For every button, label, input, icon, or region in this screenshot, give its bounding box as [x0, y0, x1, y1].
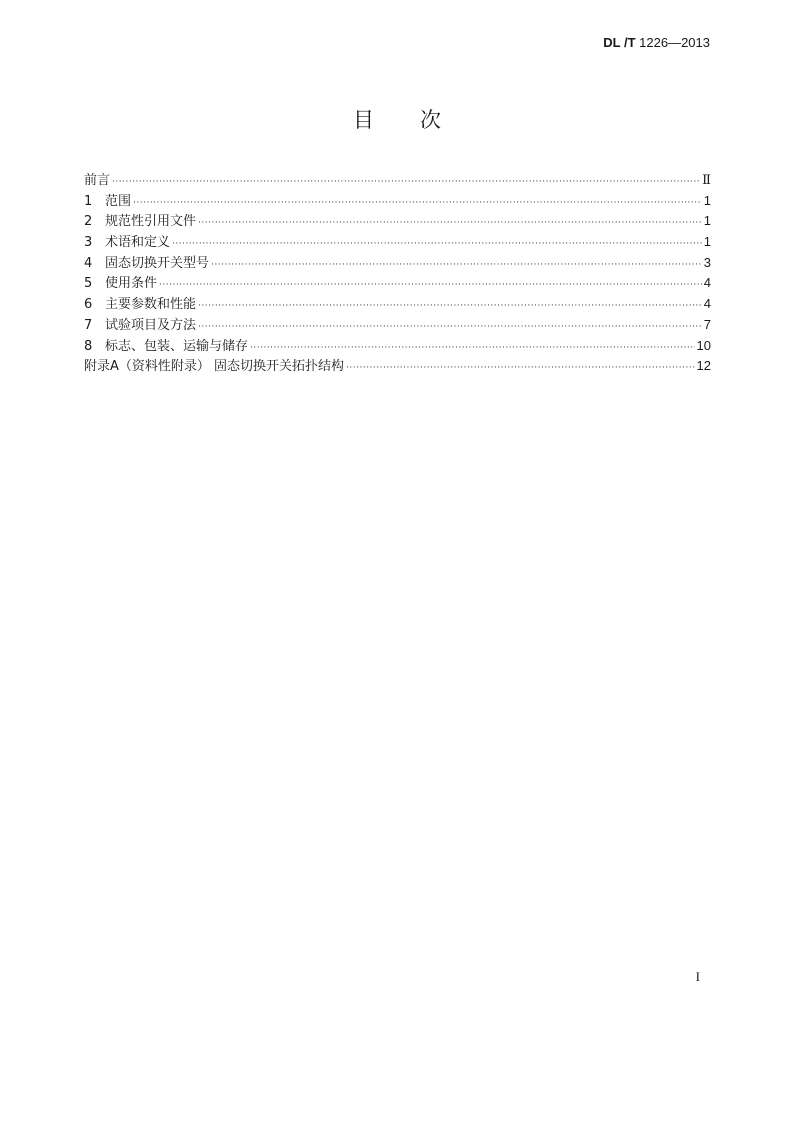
- toc-entry-page: 10: [696, 337, 711, 353]
- toc-leader-dots: [198, 296, 702, 317]
- toc-entry-page: 1: [703, 213, 711, 229]
- toc-entry-title: 附录A（资料性附录） 固态切换开关拓扑结构: [84, 359, 345, 375]
- toc-entry-page: 1: [703, 234, 711, 250]
- toc-entry-number: 6: [84, 297, 93, 313]
- toc-leader-dots: [198, 213, 702, 234]
- toc-entry-1[interactable]: [84, 191, 711, 212]
- toc-entry-title: 范围: [105, 193, 132, 209]
- toc-entry-page: 1: [703, 192, 711, 208]
- toc-entry-page: 4: [703, 275, 711, 291]
- toc-leader-dots: [112, 172, 700, 193]
- toc-entry-page: 12: [696, 358, 711, 374]
- toc-leader-dots: [211, 255, 702, 276]
- toc-entry-title: 试验项目及方法: [105, 317, 197, 333]
- toc-leader-dots: [172, 234, 702, 255]
- toc-leader-dots: [346, 358, 695, 379]
- toc-entry-title: 使用条件: [105, 276, 158, 292]
- toc-entry-title: 标志、包装、运输与储存: [105, 338, 249, 354]
- toc-entry-number: 3: [84, 235, 93, 251]
- toc-entry-title: 规范性引用文件: [105, 214, 197, 230]
- standard-year: 2013: [681, 35, 710, 50]
- toc-leader-dots: [198, 317, 702, 338]
- toc-entry-number: 1: [84, 193, 93, 209]
- toc-entry-4[interactable]: [84, 253, 711, 274]
- header-dash: —: [668, 35, 682, 50]
- toc-entry-7[interactable]: [84, 315, 711, 336]
- toc-entry-number: 8: [84, 338, 93, 354]
- toc-entry-page: Ⅱ: [702, 172, 711, 187]
- toc-entry-page: 7: [703, 316, 711, 332]
- toc-entry-number: 2: [84, 214, 93, 230]
- toc-entry-6[interactable]: [84, 294, 711, 315]
- document-header: [603, 35, 710, 50]
- toc-entry-number: 7: [84, 317, 93, 333]
- standard-prefix: DL /T: [603, 35, 636, 50]
- page-number: I: [695, 969, 700, 984]
- toc-leader-dots: [133, 193, 702, 214]
- toc-entry-page: 4: [703, 296, 711, 312]
- toc-leader-dots: [250, 338, 695, 359]
- page-title: 目次: [353, 108, 487, 132]
- table-of-contents: [84, 170, 711, 377]
- toc-entry-page: 3: [703, 254, 711, 270]
- toc-entry-title: 前言: [84, 173, 111, 188]
- standard-number: 1226: [639, 35, 669, 50]
- toc-entry-2[interactable]: [84, 211, 711, 232]
- toc-entry-title: 术语和定义: [105, 235, 171, 251]
- toc-leader-dots: [159, 275, 702, 296]
- toc-entry-title: 固态切换开关型号: [105, 255, 210, 271]
- toc-entry-8[interactable]: [84, 336, 711, 357]
- toc-entry-number: 5: [84, 276, 93, 292]
- toc-entry-3[interactable]: [84, 232, 711, 253]
- toc-entry-5[interactable]: [84, 273, 711, 294]
- toc-entry-number: 4: [84, 255, 93, 271]
- toc-entry-preface[interactable]: [84, 170, 711, 191]
- toc-entry-title: 主要参数和性能: [105, 297, 197, 313]
- toc-entry-appendix-a[interactable]: [84, 356, 711, 377]
